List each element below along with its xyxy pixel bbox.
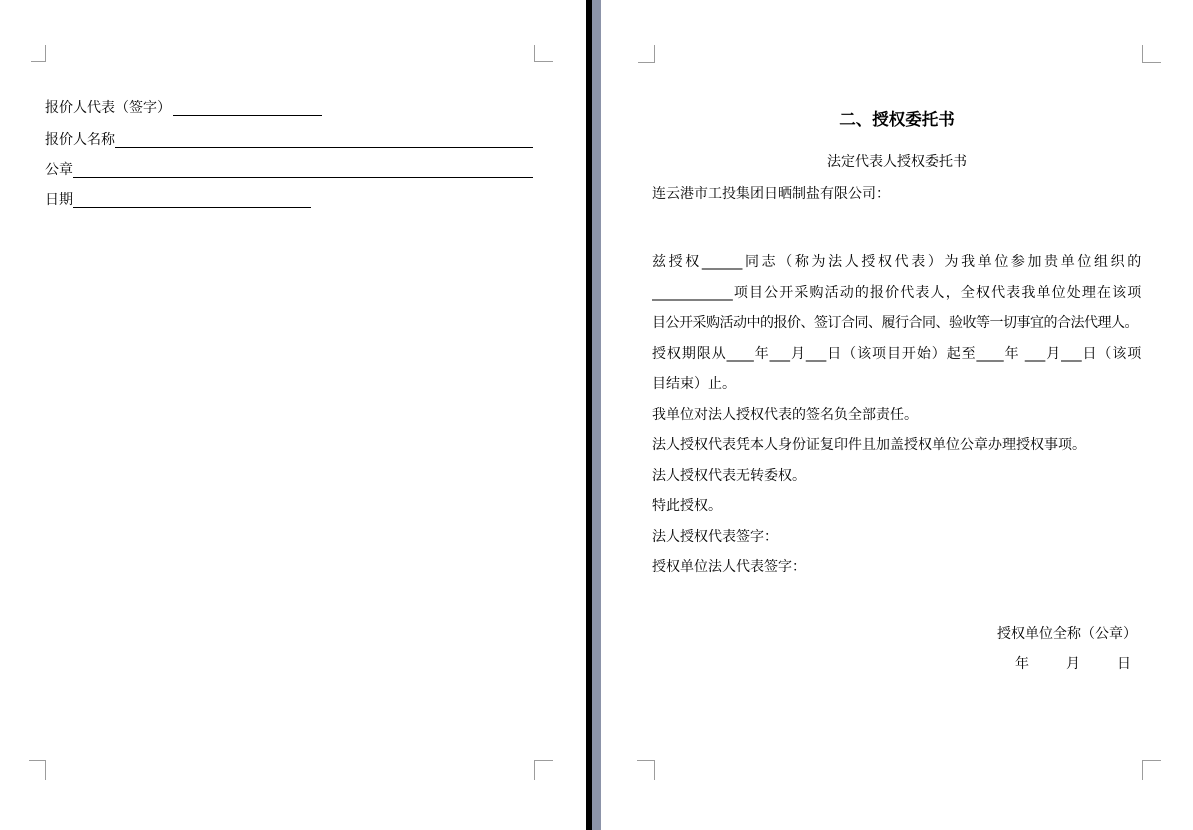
section-title: 二、授权委托书 bbox=[839, 110, 955, 129]
signature-fill-line bbox=[173, 115, 322, 116]
date-fill-line bbox=[73, 207, 311, 208]
seal-fill-line bbox=[73, 177, 533, 178]
margin-mark-bottom-left bbox=[29, 760, 46, 780]
page-left[interactable] bbox=[0, 0, 586, 830]
body-line: 授权期限从____年___月___日（该项目开始）起至____年 ___月___日（该项 bbox=[652, 345, 1141, 362]
field-label-date: 日期 bbox=[45, 192, 73, 208]
date-year-label: 年 bbox=[1015, 656, 1029, 672]
body-line: 法人授权代表凭本人身份证复印件且加盖授权单位公章办理授权事项。 bbox=[652, 437, 1086, 453]
page-gap-divider bbox=[592, 0, 601, 830]
body-line: 兹授权______同志（称为法人授权代表）为我单位参加贵单位组织的 bbox=[652, 254, 1141, 270]
addressee-line: 连云港市工投集团日晒制盐有限公司： bbox=[652, 186, 890, 202]
name-fill-line bbox=[115, 147, 533, 148]
margin-mark-bottom-right bbox=[534, 760, 553, 780]
authorizing-unit-seal-line: 授权单位全称（公章） bbox=[997, 626, 1137, 642]
field-label-bidder-name: 报价人名称 bbox=[45, 132, 115, 148]
margin-mark-top-right bbox=[534, 45, 553, 62]
margin-mark-bottom-right bbox=[1142, 760, 1161, 780]
letter-body bbox=[652, 247, 1141, 583]
body-line: 法人授权代表无转委权。 bbox=[652, 467, 806, 484]
body-line: 目结束）止。 bbox=[652, 376, 736, 392]
body-line: 目公开采购活动中的报价、签订合同、履行合同、验收等一切事宜的合法代理人。 bbox=[652, 315, 1138, 331]
field-label-bidder-representative: 报价人代表（签字） bbox=[45, 100, 171, 116]
date-day-label: 日 bbox=[1117, 656, 1131, 672]
body-line: 特此授权。 bbox=[652, 498, 722, 514]
field-label-official-seal: 公章 bbox=[45, 162, 73, 178]
body-line: 我单位对法人授权代表的签名负全部责任。 bbox=[652, 406, 918, 423]
margin-mark-top-left bbox=[638, 45, 655, 63]
date-line bbox=[1015, 654, 1131, 674]
body-line: ____________项目公开采购活动的报价代表人，全权代表我单位处理在该项 bbox=[652, 284, 1141, 301]
body-line: 授权单位法人代表签字： bbox=[652, 559, 806, 575]
document-subtitle: 法定代表人授权委托书 bbox=[827, 154, 967, 170]
date-month-label: 月 bbox=[1066, 656, 1080, 672]
margin-mark-bottom-left bbox=[637, 760, 655, 780]
body-line: 法人授权代表签字： bbox=[652, 528, 778, 545]
page-right[interactable] bbox=[601, 0, 1193, 830]
margin-mark-top-left bbox=[31, 45, 46, 62]
margin-mark-top-right bbox=[1142, 45, 1161, 63]
